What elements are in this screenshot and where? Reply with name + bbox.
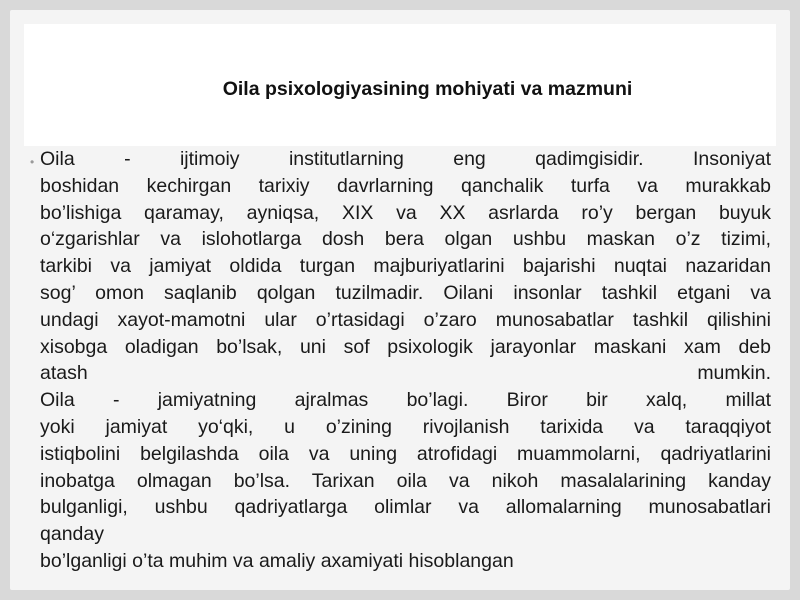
paragraph2-line: istiqbolini belgilashda oila va uning atrofidagi muammolarni, qadriyatlarini — [40, 442, 771, 465]
paragraph2-line: inobatga olmagan bo’lsa. Tarixan oila va nikoh masalalarining kanday — [40, 469, 771, 492]
paragraph1-line: Oila - ijtimoiy institutlarning eng qadimgisidir. Insoniyat — [40, 148, 771, 170]
paragraph1-line: tarkibi va jamiyat oldida turgan majburiyatlarini bajarishi nuqtai nazaridan — [40, 255, 771, 278]
paragraph1-line: bo’lishiga qaramay, ayniqsa, XIX va XX asrlarda ro’y bergan buyuk — [40, 201, 771, 224]
paragraph1-last-left: atash — [40, 362, 88, 385]
body-text — [40, 146, 771, 575]
bullet-icon: • — [30, 155, 35, 169]
paragraph2-line: yoki jamiyat yo‘qki, u o’zining rivojlanish tarixida va taraqqiyot — [40, 415, 771, 438]
paragraph1-last-line — [40, 360, 771, 387]
paragraph1-line: boshidan kechirgan tarixiy davrlarning qanchalik turfa va murakkab — [40, 174, 771, 197]
paragraph2-line: bulganligi, ushbu qadriyatlarga olimlar va allomalarning munosabatlari — [40, 496, 771, 519]
paragraph1-line: sog’ omon saqlanib qolgan tuzilmadir. Oilani insonlar tashkil etgani va — [40, 281, 771, 304]
paragraph2-line: qanday — [40, 523, 104, 546]
slide — [10, 10, 790, 590]
paragraph1-last-right: mumkin. — [697, 362, 771, 385]
title-box — [24, 24, 776, 146]
paragraph1-line: xisobga oladigan bo’lsak, uni sof psixologik jarayonlar maskani xam deb — [40, 335, 771, 358]
paragraph2-line: bo’lganligi o’ta muhim va amaliy axamiyati hisoblangan — [40, 549, 514, 572]
paragraph2-line: Oila - jamiyatning ajralmas bo’lagi. Biror bir xalq, millat — [40, 389, 771, 412]
slide-title: Oila psixologiyasining mohiyati va mazmuni — [222, 78, 633, 100]
paragraph1-line: undagi xayot-mamotni ular o’rtasidagi o’zaro munosabatlar tashkil qilishini — [40, 308, 771, 331]
paragraph1-line: o‘zgarishlar va islohotlarga dosh bera olgan ushbu maskan o’z tizimi, — [40, 228, 771, 251]
